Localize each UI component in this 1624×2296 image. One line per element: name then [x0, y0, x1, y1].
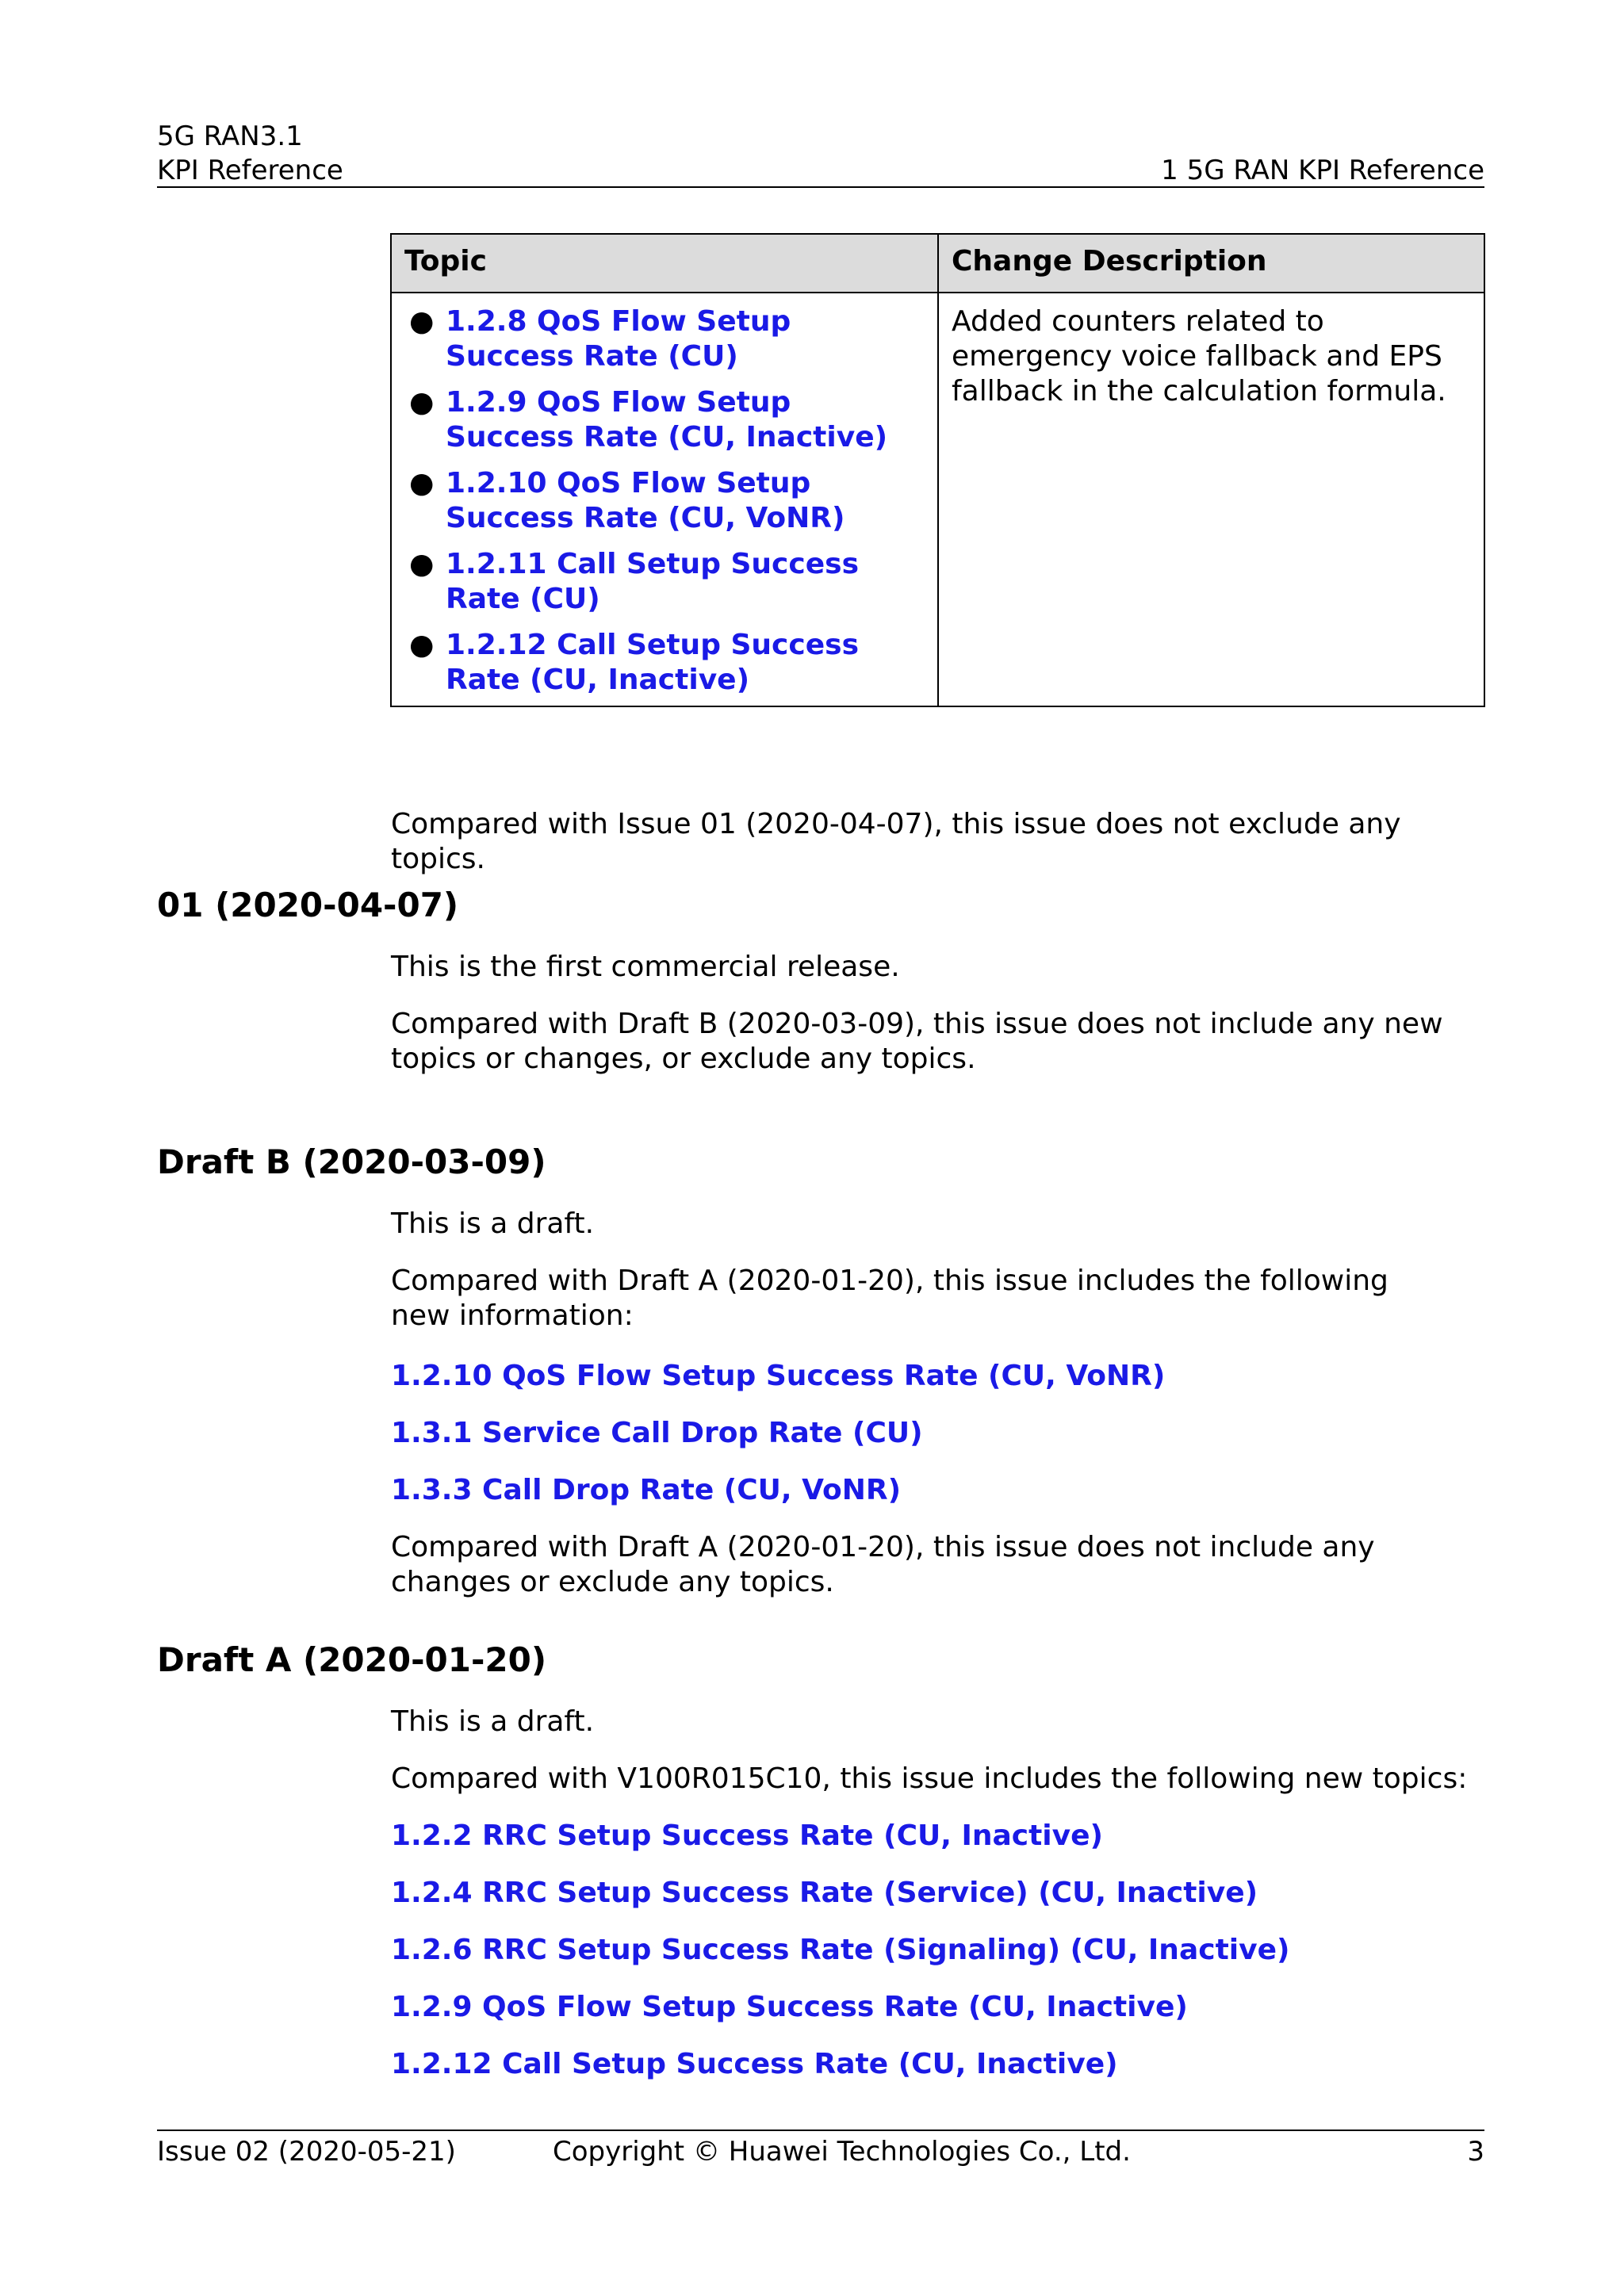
topic-link[interactable]: 1.2.8 QoS Flow Setup Success Rate (CU): [446, 305, 791, 373]
section-heading-issue01: 01 (2020-04-07): [157, 886, 459, 924]
change-description-cell: Added counters related to emergency voice fallback and EPS fallback in the calculation formula.: [938, 293, 1484, 706]
draftb-topic-link[interactable]: 1.2.10 QoS Flow Setup Success Rate (CU, VoNR): [391, 1360, 1166, 1392]
draftb-paragraph-1: This is a draft.: [391, 1207, 595, 1240]
topic-column-header: Topic: [391, 234, 938, 293]
bullet-icon: ●: [409, 305, 435, 338]
draftb-topic-link[interactable]: 1.3.3 Call Drop Rate (CU, VoNR): [391, 1474, 902, 1506]
table-row: [391, 293, 1484, 706]
draftb-topic-link[interactable]: 1.3.1 Service Call Drop Rate (CU): [391, 1417, 923, 1449]
footer-page-number: 3: [1467, 2136, 1484, 2168]
bullet-icon: ●: [409, 386, 435, 419]
footer-rule: [157, 2130, 1484, 2131]
issue01-paragraph-2: Compared with Draft B (2020-03-09), this issue does not include any new topics or changes, or exclude any topics.: [391, 1008, 1443, 1075]
topic-list-item: [404, 385, 925, 455]
bullet-icon: ●: [409, 629, 435, 661]
after-table-paragraph: Compared with Issue 01 (2020-04-07), this issue does not exclude any topics.: [391, 808, 1401, 875]
drafta-paragraph-2: Compared with V100R015C10, this issue includes the following new topics:: [391, 1762, 1468, 1795]
drafta-topic-link[interactable]: 1.2.2 RRC Setup Success Rate (CU, Inactive): [391, 1820, 1103, 1852]
draftb-paragraph-3: Compared with Draft A (2020-01-20), this issue does not include any changes or exclude any topics.: [391, 1531, 1375, 1598]
topic-list: [404, 304, 925, 698]
drafta-paragraph-1: This is a draft.: [391, 1705, 595, 1738]
topic-link[interactable]: 1.2.12 Call Setup Success Rate (CU, Inactive): [446, 629, 859, 696]
bullet-icon: ●: [409, 548, 435, 580]
footer-copyright: Copyright © Huawei Technologies Co., Ltd.: [553, 2136, 1131, 2168]
footer-issue: Issue 02 (2020-05-21): [157, 2136, 456, 2168]
topic-list-item: [404, 466, 925, 536]
issue01-paragraph-1: This is the first commercial release.: [391, 951, 900, 983]
section-heading-drafta: Draft A (2020-01-20): [157, 1640, 547, 1679]
topic-list-item: [404, 547, 925, 617]
bullet-icon: ●: [409, 467, 435, 499]
drafta-topic-link[interactable]: 1.2.12 Call Setup Success Rate (CU, Inactive): [391, 2048, 1118, 2080]
drafta-topic-link[interactable]: 1.2.9 QoS Flow Setup Success Rate (CU, Inactive): [391, 1991, 1188, 2023]
change-table: [390, 233, 1485, 707]
drafta-topic-link[interactable]: 1.2.6 RRC Setup Success Rate (Signaling) (CU, Inactive): [391, 1934, 1290, 1966]
header-doc-title: KPI Reference: [157, 155, 343, 186]
topic-link[interactable]: 1.2.11 Call Setup Success Rate (CU): [446, 548, 859, 615]
drafta-topic-link[interactable]: 1.2.4 RRC Setup Success Rate (Service) (CU, Inactive): [391, 1877, 1258, 1909]
section-heading-draftb: Draft B (2020-03-09): [157, 1142, 546, 1181]
header-product: 5G RAN3.1: [157, 121, 303, 152]
header-rule: [157, 186, 1484, 188]
change-description-column-header: Change Description: [938, 234, 1484, 293]
table-header-row: [391, 234, 1484, 293]
topic-link[interactable]: 1.2.9 QoS Flow Setup Success Rate (CU, Inactive): [446, 386, 888, 453]
draftb-paragraph-2: Compared with Draft A (2020-01-20), this issue includes the following new information:: [391, 1265, 1388, 1332]
topic-list-item: [404, 304, 925, 374]
topic-list-item: [404, 628, 925, 698]
topic-cell: [391, 293, 938, 706]
topic-link[interactable]: 1.2.10 QoS Flow Setup Success Rate (CU, VoNR): [446, 467, 845, 534]
header-chapter: 1 5G RAN KPI Reference: [1161, 155, 1484, 186]
